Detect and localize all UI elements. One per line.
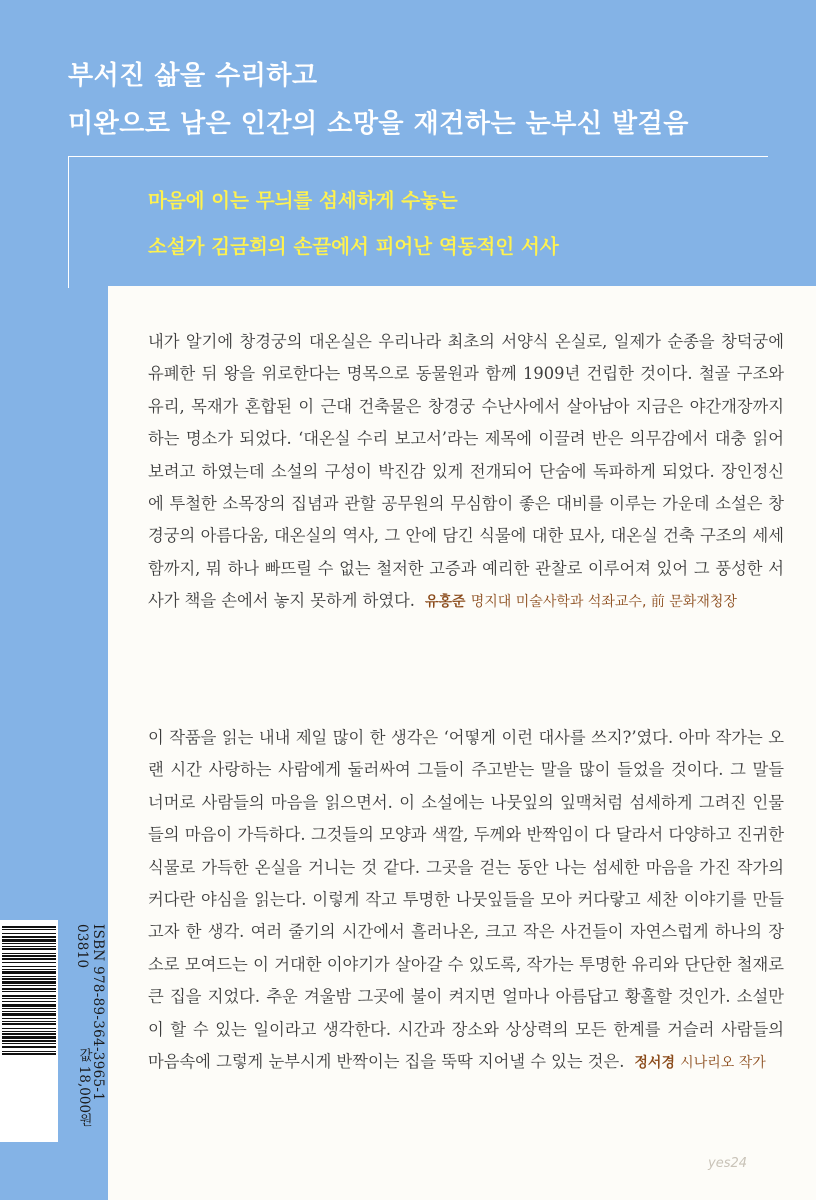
- barcode-bar: [2, 981, 56, 984]
- barcode-bar: [2, 1013, 56, 1016]
- horizontal-divider: [68, 156, 768, 157]
- review: [148, 722, 784, 1079]
- barcode-bar: [2, 1023, 56, 1025]
- barcode-bar: [2, 962, 56, 963]
- barcode-bar: [2, 1011, 56, 1012]
- headline-line-1: 부서진 삶을 수리하고: [68, 61, 318, 91]
- barcode-bar: [2, 988, 56, 990]
- barcode-bar: [2, 1004, 56, 1007]
- reviewer-name: 유홍준: [424, 594, 466, 611]
- barcode-bar: [2, 926, 56, 928]
- barcode-bar: [2, 929, 56, 930]
- barcode: [0, 920, 58, 1142]
- yes24-logo: yes24: [708, 1156, 748, 1171]
- barcode-bar: [2, 1053, 56, 1055]
- barcode-bar: [2, 1033, 56, 1035]
- barcode-bar: [2, 953, 56, 954]
- barcode-bar: [2, 991, 56, 992]
- headline: [68, 52, 689, 148]
- barcode-bar: [2, 933, 56, 934]
- barcode-bar: [2, 998, 56, 999]
- barcode-bar: [2, 936, 56, 938]
- barcode-bars: [0, 920, 58, 1142]
- barcode-bar: [2, 1051, 56, 1052]
- barcode-bar: [2, 1018, 56, 1019]
- isbn-strip: [60, 920, 108, 1142]
- barcode-bar: [2, 995, 56, 997]
- barcode-bar: [2, 955, 56, 957]
- barcode-bar: [2, 958, 56, 960]
- barcode-bar: [2, 976, 56, 977]
- reviewer-name: 정서경: [634, 1055, 675, 1072]
- price-label: 값 18,000원: [76, 1048, 92, 1127]
- headline-line-2: 미완으로 남은 인간의 소망을 재건하는 눈부신 발걸음: [68, 109, 689, 139]
- review-panel: [108, 286, 816, 1200]
- barcode-bar: [2, 966, 56, 967]
- review: [148, 326, 784, 619]
- barcode-bar: [2, 1021, 56, 1022]
- barcode-bar: [2, 1001, 56, 1002]
- barcode-bar: [2, 985, 56, 986]
- barcode-bar: [2, 1031, 56, 1032]
- barcode-bar: [2, 946, 56, 947]
- reviewer-title: 명지대 미술사학과 석좌교수, 前 문화재청장: [470, 594, 737, 611]
- barcode-bar: [2, 1036, 56, 1039]
- isbn-number: ISBN 978-89-364-3965-1 03810: [74, 924, 106, 1102]
- tagline-line-1: 마음에 이는 무늬를 섬세하게 수놓는: [148, 189, 458, 212]
- barcode-bar: [2, 969, 56, 970]
- barcode-bar: [2, 1008, 56, 1009]
- reviewer-title: 시나리오 작가: [680, 1055, 766, 1072]
- barcode-bar: [2, 1040, 56, 1042]
- barcode-bar: [2, 939, 56, 942]
- tagline-line-2: 소설가 김금희의 손끝에서 피어난 역동적인 서사: [148, 235, 559, 258]
- tagline: [148, 178, 559, 270]
- review-text: 이 작품을 읽는 내내 제일 많이 한 생각은 ‘어떻게 이런 대사를 쓰지?’였다. 아마 작가는 오랜 시간 사랑하는 사람에게 둘러싸여 그들이 주고받는 말을 많이 들었을 것이다. 그 말들 너머로 사람들의 마음을 읽으면서. 이 소설에는 나뭇잎의 잎맥처럼 섬세하게 그려진 인물들의 마음이 가득하다. 그것들의 모양과 색깔, 두께와 반짝임이 다 달라서 다양하고 진귀한 식물로 가득한 온실을 거니는 것 같다. 그곳을 걷는 동안 나는 섬세한 마음을 가진 작가의 커다란 야심을 읽는다. 이렇게 작고 투명한 나뭇잎들을 모아 커다랗고 세찬 이야기를 만들고자 한 생각. 여러 줄기의 시간에서 흘러나온, 크고 작은 사건들이 자연스럽게 하나의 장소로 모여드는 이 거대한 이야기가 살아갈 수 있도록, 작가는 투명한 유리와 단단한 철재로 큰 집을 지었다. 추운 겨울밤 그곳에 불이 켜지면 얼마나 아름답고 황홀할 것인가. 소설만이 할 수 있는 일이라고 생각한다. 시간과 장소와 상상력의 모든 한계를 거슬러 사람들의 마음속에 그렇게 눈부시게 반짝이는 집을 뚝딱 지어낼 수 있는 것은.: [148, 728, 784, 1072]
- barcode-bar: [2, 978, 56, 980]
- barcode-bar: [2, 1046, 56, 1048]
- barcode-bar: [2, 1028, 56, 1029]
- barcode-bar: [2, 948, 56, 950]
- barcode-bar: [2, 1043, 56, 1044]
- barcode-bar: [2, 943, 56, 944]
- review-text: 내가 알기에 창경궁의 대온실은 우리나라 최초의 서양식 온실로, 일제가 순종을 창덕궁에 유폐한 뒤 왕을 위로한다는 명목으로 동물원과 함께 1909년 건립한 것이다. 철골 구조와 유리, 목재가 혼합된 이 근대 건축물은 창경궁 수난사에서 살아남아 지금은 야간개장까지 하는 명소가 되었다. ‘대온실 수리 보고서’라는 제목에 이끌려 반은 의무감에서 대충 읽어보려고 하였는데 소설의 구성이 박진감 있게 전개되어 단숨에 독파하게 되었다. 장인정신에 투철한 소목장의 집념과 관할 공무원의 무심함이 좋은 대비를 이루는 가운데 소설은 창경궁의 아름다움, 대온실의 역사, 그 안에 담긴 식물에 대한 묘사, 대온실 건축 구조의 세세함까지, 뭐 하나 빠뜨릴 수 없는 철저한 고증과 예리한 관찰로 이루어져 있어 그 풍성한 서사가 책을 손에서 놓지 못하게 하였다.: [148, 332, 784, 611]
- barcode-bar: [2, 971, 56, 974]
- vertical-divider: [68, 156, 69, 288]
